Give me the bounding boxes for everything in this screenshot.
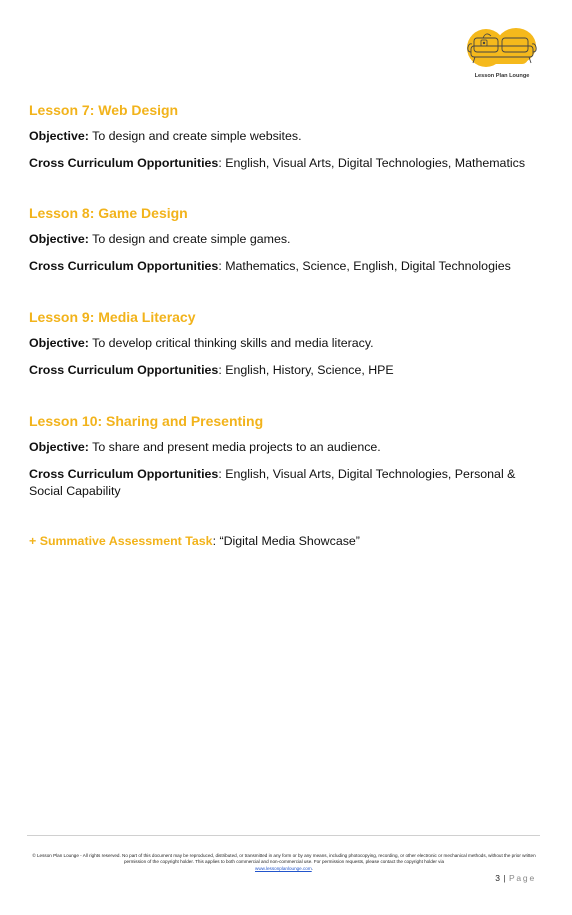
- cross-curriculum: [29, 466, 539, 500]
- cross-curriculum: [29, 362, 539, 379]
- plus-icon: +: [29, 534, 40, 548]
- cross-curriculum-text: : Mathematics, Science, English, Digital Technologies: [218, 259, 511, 273]
- page-number-value: 3: [495, 873, 501, 883]
- summative-assessment: [29, 533, 360, 550]
- cross-curriculum-label: Cross Curriculum Opportunities: [29, 259, 219, 273]
- cross-curriculum: [29, 258, 539, 275]
- objective-text: To share and present media projects to an audience.: [88, 440, 381, 454]
- link-suffix: .: [311, 865, 313, 871]
- lesson-title: Lesson 10: Sharing and Presenting: [29, 413, 264, 429]
- footer-copyright: [30, 853, 538, 872]
- logo-text: Lesson Plan Lounge: [474, 73, 530, 79]
- objective: [29, 335, 539, 352]
- objective-text: To develop critical thinking skills and media literacy.: [88, 336, 374, 350]
- website-link[interactable]: www.lessonplanlounge.com: [255, 865, 312, 871]
- objective-label: Objective:: [29, 440, 89, 454]
- cross-curriculum-label: Cross Curriculum Opportunities: [29, 156, 219, 170]
- objective-text: To design and create simple websites.: [88, 129, 302, 143]
- sofa-logo-icon: [466, 26, 538, 74]
- objective: [29, 231, 539, 248]
- cross-curriculum-label: Cross Curriculum Opportunities: [29, 363, 219, 377]
- cross-curriculum-label: Cross Curriculum Opportunities: [29, 467, 219, 481]
- copyright-text: © Lesson Plan Lounge - All rights reserved. No part of this document may be reproduced, distributed, or transmitted in any form or by any means, including photocopying, recording, or other electronic or mechanical methods, without the prior written permission of the copyright holder. This applies to both commercial and non-commercial use. For permission requests, please contact the copyright holder via: [32, 853, 536, 865]
- page-word: Page: [508, 873, 536, 883]
- page-separator: |: [500, 873, 509, 883]
- page-number: [495, 873, 536, 883]
- summative-value: : “Digital Media Showcase”: [212, 534, 360, 548]
- cross-curriculum-text: : English, History, Science, HPE: [218, 363, 394, 377]
- cross-curriculum-text: : English, Visual Arts, Digital Technologies, Personal & Social Capability: [29, 467, 516, 498]
- objective-text: To design and create simple games.: [88, 232, 291, 246]
- objective-label: Objective:: [29, 336, 89, 350]
- lesson-8: [29, 205, 539, 275]
- objective-label: Objective:: [29, 232, 89, 246]
- lesson-title: Lesson 9: Media Literacy: [29, 309, 196, 325]
- cross-curriculum-text: : English, Visual Arts, Digital Technologies, Mathematics: [218, 156, 526, 170]
- objective: [29, 439, 539, 456]
- lesson-title: Lesson 8: Game Design: [29, 205, 188, 221]
- lesson-10: [29, 413, 539, 500]
- lesson-plan-lounge-logo: [466, 26, 538, 84]
- objective: [29, 128, 539, 145]
- cross-curriculum: [29, 155, 539, 172]
- lesson-7: [29, 102, 539, 172]
- lesson-9: [29, 309, 539, 379]
- objective-label: Objective:: [29, 129, 89, 143]
- footer-divider: [27, 835, 540, 836]
- lesson-title: Lesson 7: Web Design: [29, 102, 179, 118]
- summative-label: Summative Assessment Task: [39, 534, 213, 548]
